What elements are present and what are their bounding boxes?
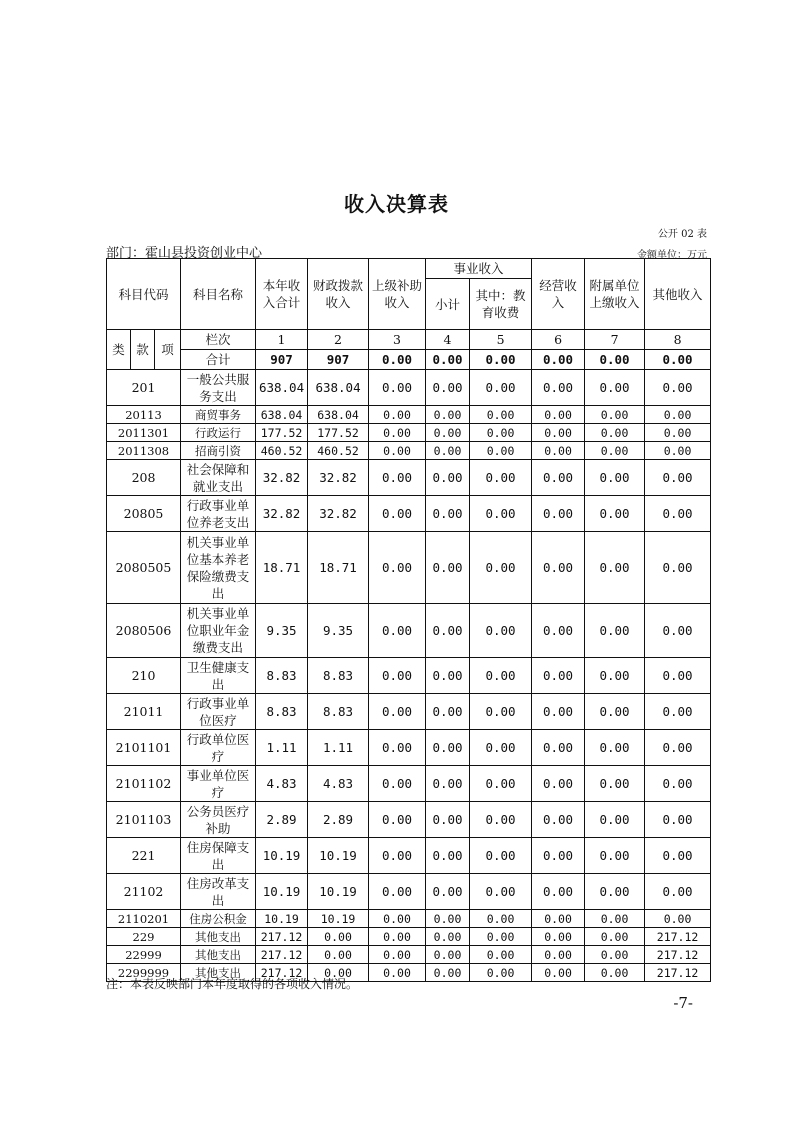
header-code: 科目代码 — [107, 259, 181, 330]
row-value: 0.00 — [645, 838, 711, 874]
row-value: 0.00 — [470, 658, 532, 694]
row-value: 32.82 — [256, 460, 308, 496]
table-row — [107, 442, 711, 460]
total-value: 0.00 — [470, 350, 532, 370]
row-value: 0.00 — [585, 802, 645, 838]
row-value: 10.19 — [256, 838, 308, 874]
table-row — [107, 532, 711, 604]
total-value: 0.00 — [532, 350, 585, 370]
row-value: 0.00 — [426, 946, 470, 964]
row-value: 0.00 — [426, 496, 470, 532]
header-xiang: 项 — [155, 330, 181, 370]
column-number: 6 — [532, 330, 585, 350]
row-value: 18.71 — [308, 532, 369, 604]
table-row — [107, 604, 711, 658]
page-title: 收入决算表 — [344, 192, 449, 216]
row-value: 0.00 — [470, 946, 532, 964]
row-value: 217.12 — [256, 946, 308, 964]
row-value: 0.00 — [470, 910, 532, 928]
header-lei: 类 — [107, 330, 131, 370]
row-value: 0.00 — [645, 496, 711, 532]
table-row — [107, 424, 711, 442]
row-value: 0.00 — [426, 532, 470, 604]
row-value: 0.00 — [585, 442, 645, 460]
row-value: 0.00 — [369, 694, 426, 730]
row-value: 0.00 — [585, 874, 645, 910]
table-row — [107, 928, 711, 946]
row-name: 其他支出 — [181, 964, 256, 982]
row-value: 0.00 — [426, 424, 470, 442]
row-value: 0.00 — [645, 874, 711, 910]
row-value: 0.00 — [470, 694, 532, 730]
row-name: 住房改革支出 — [181, 874, 256, 910]
row-name: 行政运行 — [181, 424, 256, 442]
row-value: 0.00 — [585, 766, 645, 802]
row-code: 2011301 — [107, 424, 181, 442]
row-value: 0.00 — [470, 766, 532, 802]
table-row — [107, 802, 711, 838]
row-name: 住房公积金 — [181, 910, 256, 928]
row-value: 0.00 — [470, 496, 532, 532]
row-value: 0.00 — [308, 964, 369, 982]
row-value: 0.00 — [426, 766, 470, 802]
row-value: 0.00 — [645, 442, 711, 460]
row-value: 8.83 — [308, 694, 369, 730]
row-value: 0.00 — [470, 370, 532, 406]
row-value: 217.12 — [645, 946, 711, 964]
row-value: 0.00 — [585, 910, 645, 928]
row-value: 177.52 — [308, 424, 369, 442]
row-value: 638.04 — [256, 406, 308, 424]
row-value: 0.00 — [426, 694, 470, 730]
row-value: 0.00 — [369, 496, 426, 532]
row-value: 0.00 — [532, 442, 585, 460]
column-number: 1 — [256, 330, 308, 350]
row-value: 0.00 — [645, 460, 711, 496]
row-value: 0.00 — [369, 802, 426, 838]
row-value: 0.00 — [645, 532, 711, 604]
row-value: 0.00 — [369, 730, 426, 766]
row-value: 0.00 — [532, 874, 585, 910]
row-value: 217.12 — [645, 964, 711, 982]
row-name: 其他支出 — [181, 946, 256, 964]
row-value: 0.00 — [470, 874, 532, 910]
row-name: 社会保障和就业支出 — [181, 460, 256, 496]
row-value: 0.00 — [369, 532, 426, 604]
row-value: 0.00 — [369, 766, 426, 802]
table-row — [107, 910, 711, 928]
row-value: 0.00 — [470, 442, 532, 460]
row-value: 0.00 — [470, 424, 532, 442]
row-name: 商贸事务 — [181, 406, 256, 424]
total-label: 合计 — [181, 350, 256, 370]
row-code: 2080506 — [107, 604, 181, 658]
row-value: 0.00 — [369, 910, 426, 928]
column-number: 8 — [645, 330, 711, 350]
row-value: 0.00 — [585, 406, 645, 424]
total-value: 0.00 — [585, 350, 645, 370]
row-name: 住房保障支出 — [181, 838, 256, 874]
row-name: 公务员医疗补助 — [181, 802, 256, 838]
row-code: 2101101 — [107, 730, 181, 766]
row-value: 8.83 — [256, 658, 308, 694]
row-value: 0.00 — [645, 766, 711, 802]
row-value: 0.00 — [369, 442, 426, 460]
row-value: 0.00 — [426, 460, 470, 496]
row-value: 4.83 — [256, 766, 308, 802]
row-code: 2011308 — [107, 442, 181, 460]
row-value: 0.00 — [645, 694, 711, 730]
column-number: 4 — [426, 330, 470, 350]
row-value: 0.00 — [532, 496, 585, 532]
row-value: 0.00 — [426, 874, 470, 910]
total-value: 907 — [308, 350, 369, 370]
header-name: 科目名称 — [181, 259, 256, 330]
row-code: 201 — [107, 370, 181, 406]
row-value: 2.89 — [256, 802, 308, 838]
row-value: 0.00 — [585, 838, 645, 874]
row-value: 0.00 — [426, 406, 470, 424]
total-value: 0.00 — [645, 350, 711, 370]
row-value: 217.12 — [256, 928, 308, 946]
row-name: 其他支出 — [181, 928, 256, 946]
row-value: 0.00 — [470, 532, 532, 604]
header-affiliated: 附属单位上缴收入 — [585, 259, 645, 330]
row-value: 8.83 — [308, 658, 369, 694]
row-code: 2101103 — [107, 802, 181, 838]
row-value: 10.19 — [308, 838, 369, 874]
row-value: 177.52 — [256, 424, 308, 442]
row-name: 行政事业单位养老支出 — [181, 496, 256, 532]
row-code: 208 — [107, 460, 181, 496]
total-value: 0.00 — [369, 350, 426, 370]
row-value: 18.71 — [256, 532, 308, 604]
row-value: 0.00 — [585, 928, 645, 946]
row-name: 机关事业单位职业年金缴费支出 — [181, 604, 256, 658]
row-value: 1.11 — [256, 730, 308, 766]
unit-label: 金额单位：万元 — [637, 250, 707, 261]
column-number: 3 — [369, 330, 426, 350]
row-value: 0.00 — [532, 658, 585, 694]
header-business: 事业收入 — [426, 259, 532, 279]
table-row — [107, 406, 711, 424]
row-value: 10.19 — [308, 910, 369, 928]
row-value: 0.00 — [532, 964, 585, 982]
row-value: 0.00 — [369, 424, 426, 442]
row-value: 0.00 — [308, 928, 369, 946]
department-label: 部门：霍山县投资创业中心 — [106, 246, 263, 261]
row-value: 0.00 — [645, 406, 711, 424]
row-value: 0.00 — [585, 532, 645, 604]
row-value: 0.00 — [645, 730, 711, 766]
table-row — [107, 658, 711, 694]
row-code: 20805 — [107, 496, 181, 532]
row-value: 460.52 — [308, 442, 369, 460]
row-value: 0.00 — [426, 730, 470, 766]
row-value: 9.35 — [256, 604, 308, 658]
row-value: 0.00 — [645, 370, 711, 406]
row-code: 20113 — [107, 406, 181, 424]
row-code: 2110201 — [107, 910, 181, 928]
row-value: 0.00 — [532, 838, 585, 874]
total-value: 0.00 — [426, 350, 470, 370]
row-value: 0.00 — [369, 604, 426, 658]
row-value: 0.00 — [308, 946, 369, 964]
row-value: 0.00 — [426, 370, 470, 406]
row-code: 2299999 — [107, 964, 181, 982]
row-value: 0.00 — [426, 658, 470, 694]
row-code: 2101102 — [107, 766, 181, 802]
column-number: 7 — [585, 330, 645, 350]
row-value: 460.52 — [256, 442, 308, 460]
row-value: 1.11 — [308, 730, 369, 766]
header-education: 其中：教育收费 — [470, 279, 532, 330]
table-row — [107, 370, 711, 406]
row-value: 0.00 — [532, 730, 585, 766]
row-value: 638.04 — [308, 406, 369, 424]
row-value: 0.00 — [470, 928, 532, 946]
row-value: 0.00 — [470, 730, 532, 766]
row-code: 21102 — [107, 874, 181, 910]
table-row — [107, 838, 711, 874]
row-value: 0.00 — [369, 964, 426, 982]
total-value: 907 — [256, 350, 308, 370]
header-fiscal: 财政拨款收入 — [308, 259, 369, 330]
table-row — [107, 694, 711, 730]
row-value: 0.00 — [426, 964, 470, 982]
row-value: 0.00 — [369, 406, 426, 424]
row-value: 9.35 — [308, 604, 369, 658]
table-row — [107, 730, 711, 766]
column-number: 5 — [470, 330, 532, 350]
row-value: 0.00 — [369, 838, 426, 874]
row-code: 21011 — [107, 694, 181, 730]
row-value: 0.00 — [532, 424, 585, 442]
row-value: 0.00 — [585, 946, 645, 964]
row-value: 0.00 — [470, 460, 532, 496]
row-value: 0.00 — [369, 460, 426, 496]
row-value: 32.82 — [308, 460, 369, 496]
row-value: 0.00 — [532, 802, 585, 838]
row-code: 210 — [107, 658, 181, 694]
column-number: 2 — [308, 330, 369, 350]
row-value: 0.00 — [426, 802, 470, 838]
row-value: 32.82 — [256, 496, 308, 532]
row-value: 0.00 — [585, 370, 645, 406]
row-value: 0.00 — [369, 658, 426, 694]
row-value: 0.00 — [470, 604, 532, 658]
table-row — [107, 766, 711, 802]
row-value: 0.00 — [585, 694, 645, 730]
row-value: 0.00 — [470, 964, 532, 982]
income-table — [106, 258, 711, 982]
table-row — [107, 496, 711, 532]
row-code: 229 — [107, 928, 181, 946]
row-value: 0.00 — [532, 766, 585, 802]
row-value: 0.00 — [470, 802, 532, 838]
row-name: 招商引资 — [181, 442, 256, 460]
row-code: 221 — [107, 838, 181, 874]
row-value: 0.00 — [369, 946, 426, 964]
row-name: 机关事业单位基本养老保险缴费支出 — [181, 532, 256, 604]
row-value: 0.00 — [369, 874, 426, 910]
row-value: 0.00 — [426, 442, 470, 460]
row-value: 0.00 — [585, 658, 645, 694]
row-value: 217.12 — [256, 964, 308, 982]
row-value: 4.83 — [308, 766, 369, 802]
row-value: 0.00 — [426, 910, 470, 928]
header-total: 本年收入合计 — [256, 259, 308, 330]
row-name: 一般公共服务支出 — [181, 370, 256, 406]
row-value: 0.00 — [585, 964, 645, 982]
row-value: 0.00 — [532, 370, 585, 406]
row-value: 2.89 — [308, 802, 369, 838]
row-value: 0.00 — [585, 424, 645, 442]
row-value: 0.00 — [470, 838, 532, 874]
table-row — [107, 874, 711, 910]
row-name: 行政单位医疗 — [181, 730, 256, 766]
header-other: 其他收入 — [645, 259, 711, 330]
row-value: 217.12 — [645, 928, 711, 946]
row-value: 0.00 — [532, 532, 585, 604]
row-value: 32.82 — [308, 496, 369, 532]
row-value: 0.00 — [532, 910, 585, 928]
row-value: 0.00 — [532, 928, 585, 946]
row-value: 0.00 — [585, 730, 645, 766]
row-value: 10.19 — [256, 874, 308, 910]
row-name: 卫生健康支出 — [181, 658, 256, 694]
row-code: 22999 — [107, 946, 181, 964]
row-value: 0.00 — [645, 424, 711, 442]
row-value: 10.19 — [308, 874, 369, 910]
row-value: 0.00 — [532, 406, 585, 424]
row-name: 行政事业单位医疗 — [181, 694, 256, 730]
row-value: 10.19 — [256, 910, 308, 928]
row-value: 0.00 — [532, 604, 585, 658]
row-value: 0.00 — [645, 802, 711, 838]
header-kuan: 款 — [131, 330, 155, 370]
row-value: 0.00 — [470, 406, 532, 424]
header-subtotal: 小计 — [426, 279, 470, 330]
row-value: 0.00 — [585, 496, 645, 532]
row-value: 0.00 — [585, 604, 645, 658]
table-note: 注：本表反映部门本年度取得的各项收入情况。 — [106, 977, 359, 991]
row-value: 638.04 — [256, 370, 308, 406]
row-value: 0.00 — [369, 370, 426, 406]
row-value: 0.00 — [532, 946, 585, 964]
row-value: 0.00 — [645, 910, 711, 928]
row-value: 0.00 — [426, 838, 470, 874]
row-code: 2080505 — [107, 532, 181, 604]
column-label: 栏次 — [181, 330, 256, 350]
header-subsidy: 上级补助收入 — [369, 259, 426, 330]
row-value: 0.00 — [585, 460, 645, 496]
row-value: 0.00 — [426, 604, 470, 658]
row-value: 0.00 — [532, 694, 585, 730]
page-number: -7- — [673, 994, 693, 1012]
row-value: 638.04 — [308, 370, 369, 406]
row-value: 0.00 — [426, 928, 470, 946]
row-value: 0.00 — [645, 658, 711, 694]
row-value: 0.00 — [645, 604, 711, 658]
form-number: 公开 02 表 — [657, 229, 707, 240]
row-value: 0.00 — [532, 460, 585, 496]
row-value: 8.83 — [256, 694, 308, 730]
header-operating: 经营收入 — [532, 259, 585, 330]
row-value: 0.00 — [369, 928, 426, 946]
table-row — [107, 946, 711, 964]
row-name: 事业单位医疗 — [181, 766, 256, 802]
table-row — [107, 460, 711, 496]
